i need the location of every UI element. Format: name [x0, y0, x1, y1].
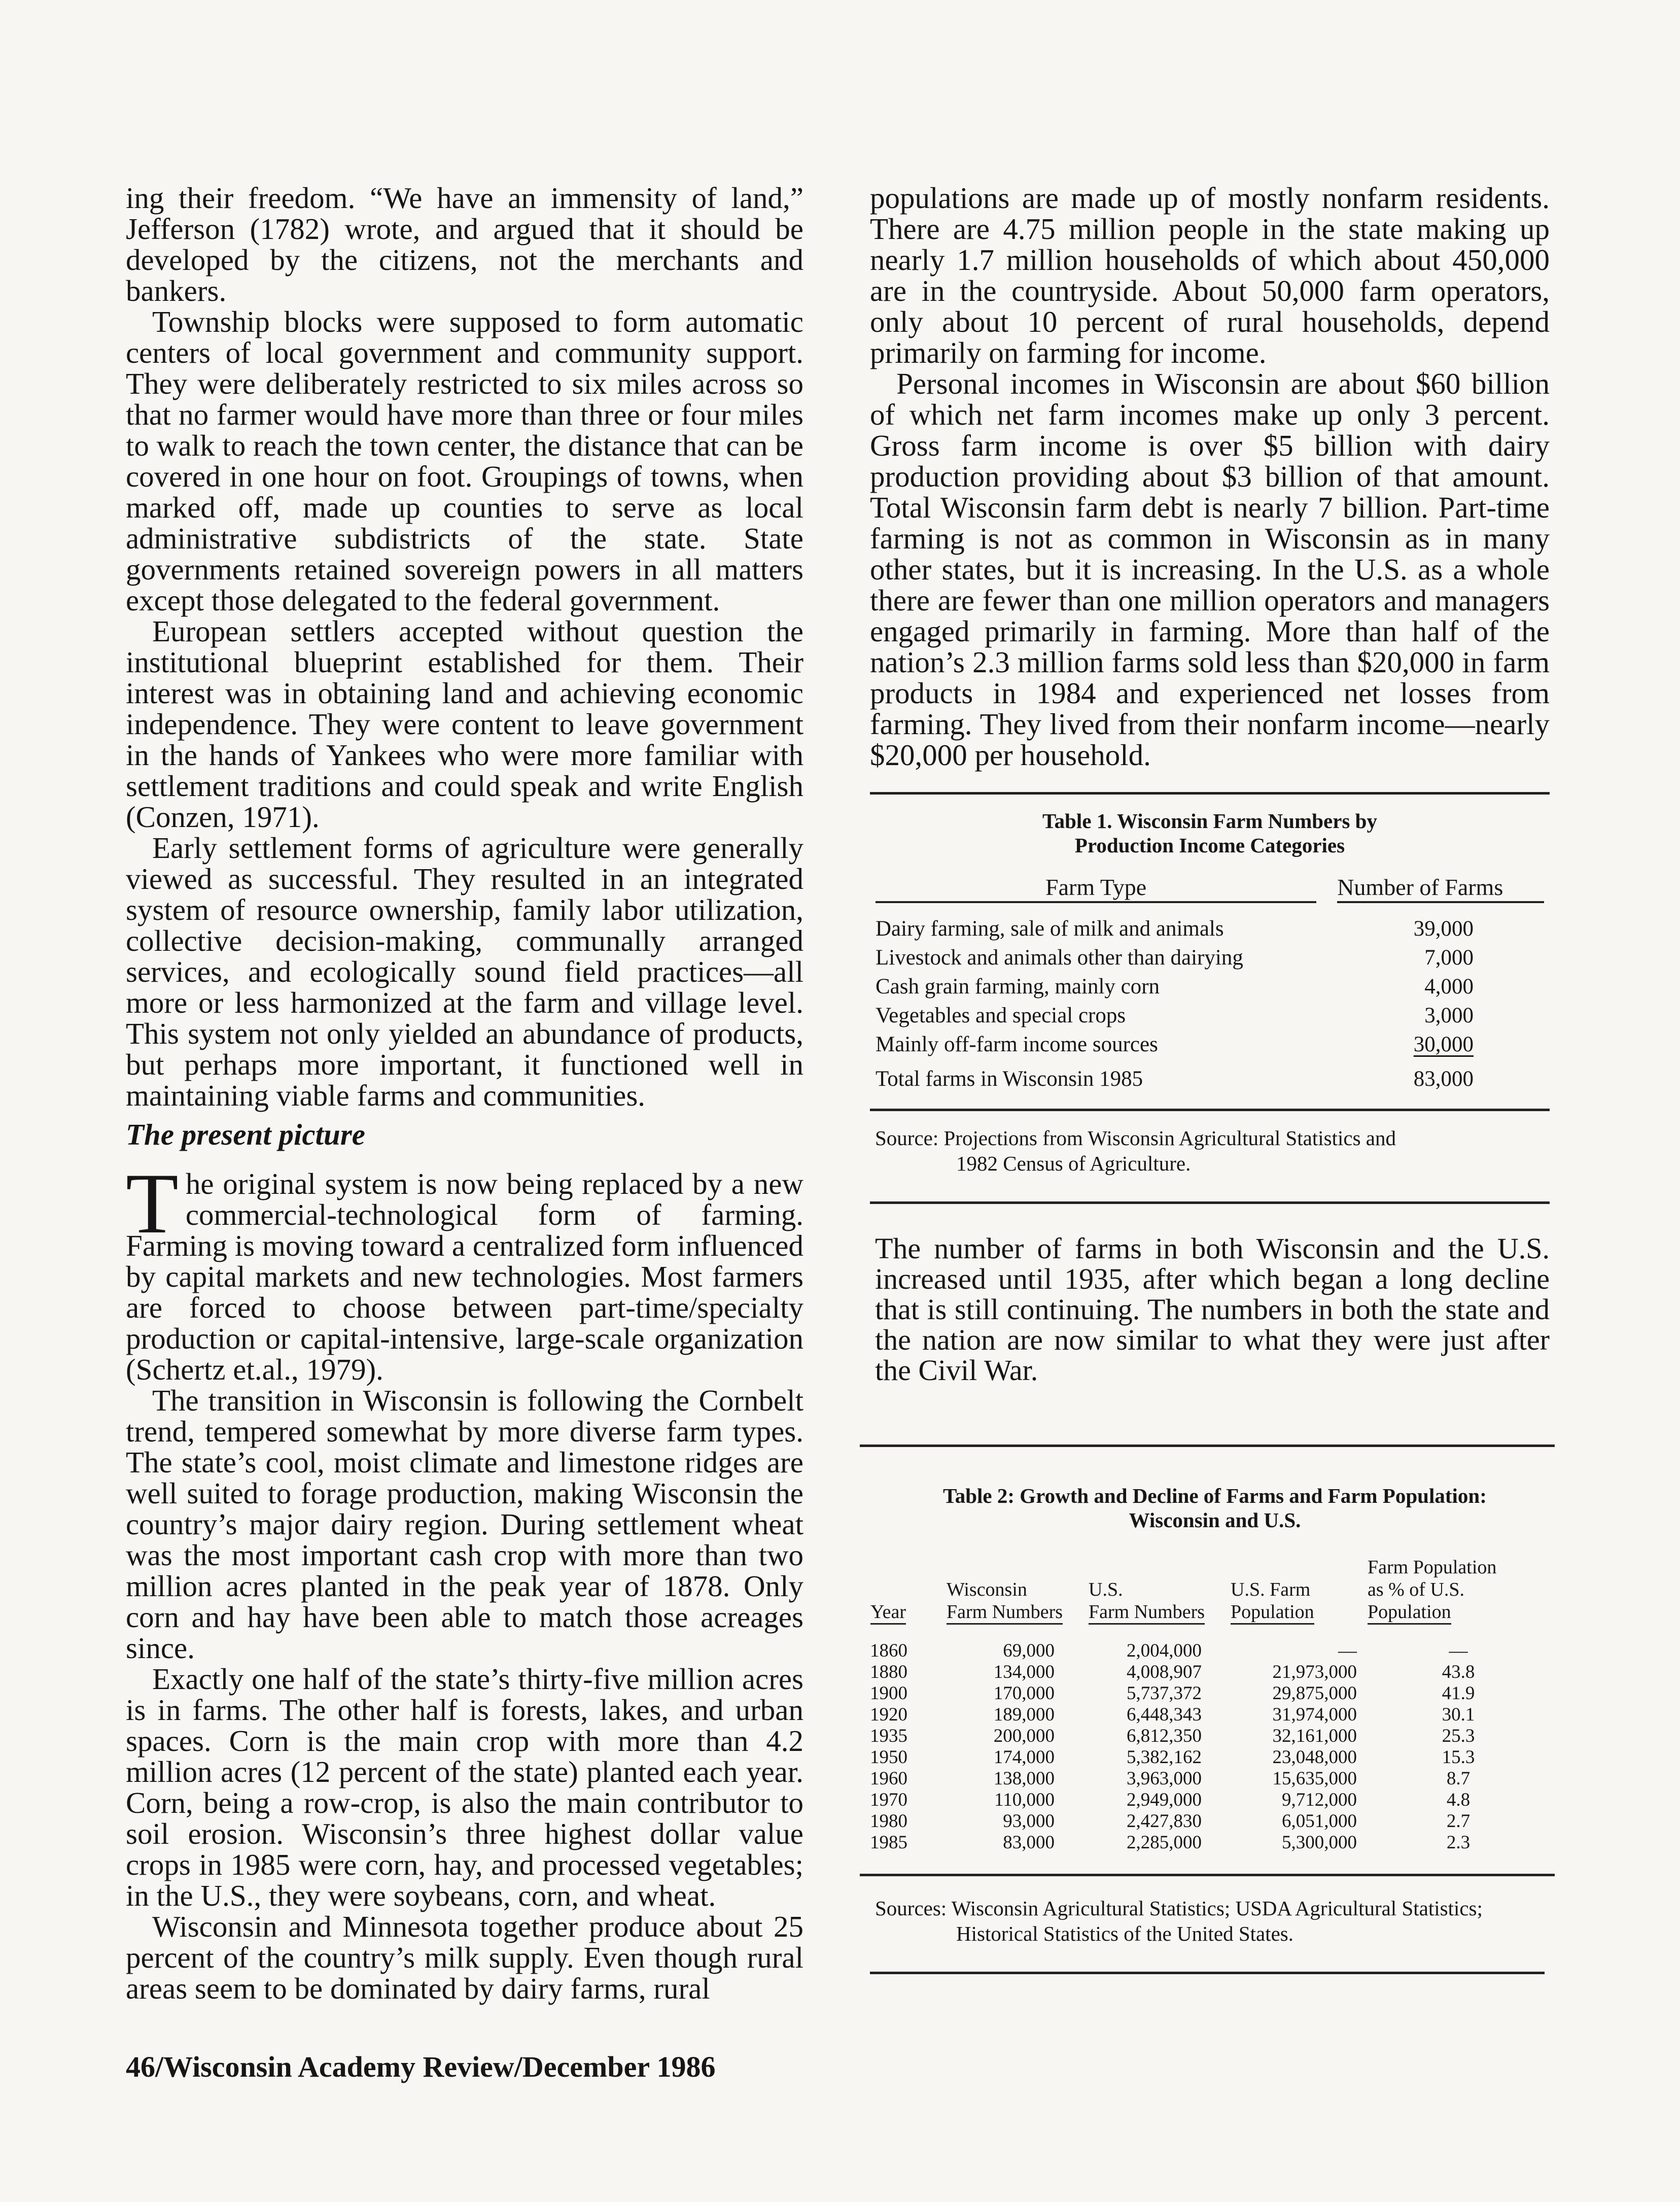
header-text: Farm Type [876, 873, 1316, 903]
us-farm-population-cell: 6,051,000 [1282, 1811, 1357, 1832]
us-farm-population-cell: 29,875,000 [1272, 1683, 1357, 1704]
wisconsin-farms-cell: 200,000 [993, 1726, 1055, 1746]
year-cell: 1860 [870, 1640, 907, 1661]
table-row [875, 1001, 1545, 1030]
table-cell: Vegetables and special crops [876, 1004, 1126, 1027]
year-cell: 1970 [870, 1790, 907, 1810]
subtotal-value: 30,000 [1413, 1033, 1474, 1056]
table2 [870, 1447, 1550, 1853]
table2-grid [870, 1556, 1550, 1853]
year-cell: 1960 [870, 1768, 907, 1789]
us-farms-cell: 2,004,000 [1127, 1640, 1202, 1661]
wisconsin-farms-cell: 83,000 [1003, 1832, 1055, 1853]
paragraph: populations are made up of mostly nonfarm residents. There are 4.75 million people in the state making up nearly 1.7 million households of which about 450,000 are in the countryside. About 50,000 farm operators, only about 10 percent of rural households, depend primarily on farming for income. [870, 181, 1550, 369]
table1-source [870, 1111, 1550, 1176]
header-wisconsin-farms [946, 1556, 1088, 1625]
paragraph: European settlers accepted without question the institutional blueprint established for them. Their interest was in obtaining land and achieving economic independence. They were content to leave government in the hands of Yankees who were more familiar with settlement traditions and could speak and write English (Conzen, 1971). [126, 614, 803, 834]
table-row [870, 1747, 1550, 1768]
table2-title-line: Table 2: Growth and Decline of Farms and Farm Population: [943, 1484, 1487, 1507]
header-farm-pop-percent [1367, 1556, 1550, 1625]
source-line: 1982 Census of Agriculture. [956, 1152, 1191, 1175]
wisconsin-farms-cell: 174,000 [993, 1747, 1055, 1768]
year-cell: 1985 [870, 1832, 907, 1853]
dropcap-paragraph [126, 1156, 803, 1386]
farm-pop-percent-cell: 2.7 [1446, 1811, 1471, 1832]
table1-title [875, 809, 1545, 857]
farm-pop-percent-cell: 2.3 [1446, 1832, 1471, 1853]
header-text: Farm Population [1368, 1557, 1497, 1578]
year-cell: 1980 [870, 1811, 907, 1832]
table-row [870, 1811, 1550, 1832]
farm-pop-percent-cell: 15.3 [1442, 1747, 1475, 1768]
farm-pop-percent-cell: 43.8 [1442, 1662, 1475, 1682]
source-line: Historical Statistics of the United States. [956, 1922, 1294, 1945]
header-us-farm-population [1230, 1556, 1367, 1625]
right-column [870, 183, 1550, 1974]
table-cell: 4,000 [1424, 975, 1474, 999]
table2-bottom-rule [870, 1972, 1545, 1974]
us-farms-cell: 2,949,000 [1127, 1790, 1202, 1810]
wisconsin-farms-cell: 189,000 [993, 1704, 1055, 1725]
wisconsin-farms-cell: 138,000 [993, 1768, 1055, 1789]
table-row [875, 943, 1545, 972]
header-text: Year [870, 1601, 906, 1625]
wisconsin-farms-cell: 134,000 [993, 1662, 1055, 1682]
wisconsin-farms-cell: 69,000 [1003, 1640, 1055, 1661]
us-farm-population-cell: 5,300,000 [1282, 1832, 1357, 1853]
table1-header-type [875, 873, 1317, 904]
year-cell: 1880 [870, 1662, 907, 1682]
paragraph: Personal incomes in Wisconsin are about $60 billion of which net farm incomes make up only 3 percent. Gross farm income is over $5 billion with dairy production providing about $3 billion of that amount. Total Wisconsin farm debt is nearly 7 billion. Part-time farming is not as common in Wisconsin as in many other states, but it is increasing. In the U.S. as a whole there are fewer than one million operators and managers engaged primarily in farming. More than half of the nation’s 2.3 million farms sold less than $20,000 in farm products in 1984 and experienced net losses from farming. They lived from their nonfarm income—nearly $20,000 per household. [870, 367, 1550, 772]
table-row [870, 1683, 1550, 1704]
table-cell: Mainly off-farm income sources [876, 1033, 1158, 1056]
table2-title-line: Wisconsin and U.S. [1129, 1508, 1301, 1532]
us-farm-population-cell: 9,712,000 [1282, 1790, 1357, 1810]
table-cell: 83,000 [1413, 1067, 1474, 1091]
table-cell: 7,000 [1424, 946, 1474, 970]
paragraph-text: he original system is now being replaced by a new commercial-technological form of farming. Farming is moving toward a centralized form influenced by capital markets and new technologies. Most farmers are forced to choose between part-time/specialty production or capital-intensive, large-scale organization (Schertz et.al., 1979). [126, 1167, 803, 1386]
wisconsin-farms-cell: 170,000 [993, 1683, 1055, 1704]
us-farms-cell: 4,008,907 [1127, 1662, 1202, 1682]
us-farms-cell: 5,737,372 [1127, 1683, 1202, 1704]
farm-pop-percent-cell: 41.9 [1442, 1683, 1475, 1704]
table-total-row [875, 1059, 1545, 1093]
us-farms-cell: 2,285,000 [1127, 1832, 1202, 1853]
year-cell: 1935 [870, 1726, 907, 1746]
table-row [870, 1662, 1550, 1683]
header-text: U.S. Farm [1231, 1579, 1311, 1600]
table-cell: Cash grain farming, mainly corn [876, 975, 1160, 999]
table-row [870, 1726, 1550, 1747]
header-text: Wisconsin [947, 1579, 1027, 1600]
table-row [870, 1640, 1550, 1662]
table2-source [870, 1876, 1550, 1946]
source-line: Source: Projections from Wisconsin Agricultural Statistics and [875, 1126, 1396, 1150]
us-farm-population-cell: — [1338, 1640, 1357, 1661]
header-year [870, 1556, 946, 1625]
table-cell: 39,000 [1413, 917, 1474, 941]
farm-pop-percent-cell: 25.3 [1442, 1726, 1475, 1746]
us-farm-population-cell: 23,048,000 [1272, 1747, 1357, 1768]
paragraph: The transition in Wisconsin is following the Cornbelt trend, tempered somewhat by more diverse farm types. The state’s cool, moist climate and limestone ridges are well suited to forage production, making Wisconsin the country’s major dairy region. During settlement wheat was the most important cash crop with more than two million acres planted in the peak year of 1878. Only corn and hay have been able to match those acreages since. [126, 1384, 803, 1665]
header-text: U.S. [1089, 1579, 1123, 1600]
us-farm-population-cell: 31,974,000 [1272, 1704, 1357, 1725]
us-farms-cell: 6,448,343 [1127, 1704, 1202, 1725]
farm-pop-percent-cell: 30.1 [1442, 1704, 1475, 1725]
paragraph: ing their freedom. “We have an immensity of land,” Jefferson (1782) wrote, and argued that it should be developed by the citizens, not the merchants and bankers. [126, 181, 803, 307]
us-farms-cell: 3,963,000 [1127, 1768, 1202, 1789]
year-cell: 1900 [870, 1683, 907, 1704]
us-farm-population-cell: 15,635,000 [1272, 1768, 1357, 1789]
table2-body [870, 1625, 1550, 1853]
farm-pop-percent-cell: 8.7 [1446, 1768, 1471, 1789]
header-text: as % of U.S. [1368, 1579, 1465, 1600]
header-text: Farm Numbers [947, 1601, 1063, 1625]
table-row [875, 914, 1545, 943]
wisconsin-farms-cell: 93,000 [1003, 1811, 1055, 1832]
source-line: Sources: Wisconsin Agricultural Statistics; USDA Agricultural Statistics; [875, 1897, 1483, 1920]
table2-title [880, 1484, 1550, 1532]
us-farms-cell: 5,382,162 [1127, 1747, 1202, 1768]
drop-cap: T [126, 1156, 179, 1251]
table-cell: 3,000 [1424, 1004, 1474, 1027]
table-cell: Total farms in Wisconsin 1985 [876, 1067, 1143, 1091]
wisconsin-farms-cell: 110,000 [994, 1790, 1055, 1810]
us-farm-population-cell: 21,973,000 [1272, 1662, 1357, 1682]
header-text: Number of Farms [1337, 873, 1544, 903]
table-row [870, 1790, 1550, 1811]
paragraph: Exactly one half of the state’s thirty-five million acres is in farms. The other half is forests, lakes, and urban spaces. Corn is the main crop with more than 4.2 million acres (12 percent of the state) planted each year. Corn, being a row-crop, is also the main contributor to soil erosion. Wisconsin’s three highest dollar value crops in 1985 were corn, hay, and processed vegetables; in the U.S., they were soybeans, corn, and wheat. [126, 1662, 803, 1912]
header-text: Farm Numbers [1089, 1601, 1205, 1625]
table-row [875, 972, 1545, 1001]
table1-title-line: Table 1. Wisconsin Farm Numbers by [1042, 809, 1377, 833]
table-cell [1317, 1030, 1545, 1059]
paragraph: The number of farms in both Wisconsin and the U.S. increased until 1935, after which began a long decline that is still continuing. The numbers in both the state and the nation are now similar to what they were just after the Civil War. [875, 1232, 1550, 1387]
us-farms-cell: 2,427,830 [1127, 1811, 1202, 1832]
section-heading: The present picture [126, 1118, 365, 1151]
paragraph: Township blocks were supposed to form automatic centers of local government and community support. They were deliberately restricted to six miles across so that no farmer would have more than three or four miles to walk to reach the town center, the distance that can be covered in one hour on foot. Groupings of towns, when marked off, made up counties to serve as local administrative subdistricts of the state. State governments retained sovereign powers in all matters except those delegated to the federal government. [126, 305, 803, 617]
table-row [875, 1030, 1545, 1059]
us-farms-cell: 6,812,350 [1127, 1726, 1202, 1746]
paragraph: Early settlement forms of agriculture were generally viewed as successful. They resulted in an integrated system of resource ownership, family labor utilization, collective decision-making, communally arranged services, and ecologically sound field practices—all more or less harmonized at the farm and village level. This system not only yielded an abundance of products, but perhaps more important, it functioned well in maintaining viable farms and communities. [126, 831, 803, 1112]
paragraph: Wisconsin and Minnesota together produce about 25 percent of the country’s milk supply. Even though rural areas seem to be dominated by dairy farms, rural [126, 1910, 803, 2005]
table-row [870, 1704, 1550, 1726]
header-text: Population [1368, 1601, 1451, 1625]
table1-title-line: Production Income Categories [1074, 834, 1345, 857]
table-row [870, 1832, 1550, 1853]
page-footer: 46/Wisconsin Academy Review/December 1986 [126, 2050, 716, 2083]
year-cell: 1950 [870, 1747, 907, 1768]
table-cell: Dairy farming, sale of milk and animals [876, 917, 1224, 941]
table1 [870, 795, 1550, 1093]
farm-pop-percent-cell: — [1449, 1640, 1468, 1661]
header-text: Population [1231, 1601, 1314, 1625]
table1-bottom-rule [870, 1201, 1550, 1204]
table-cell: Livestock and animals other than dairying [876, 946, 1243, 970]
farm-pop-percent-cell: 4.8 [1446, 1790, 1471, 1810]
left-column [126, 183, 803, 2004]
header-us-farms [1088, 1556, 1230, 1625]
year-cell: 1920 [870, 1704, 907, 1725]
us-farm-population-cell: 32,161,000 [1272, 1726, 1357, 1746]
table-row [870, 1768, 1550, 1790]
table1-header-number [1317, 873, 1545, 904]
table1-grid [875, 873, 1545, 1093]
